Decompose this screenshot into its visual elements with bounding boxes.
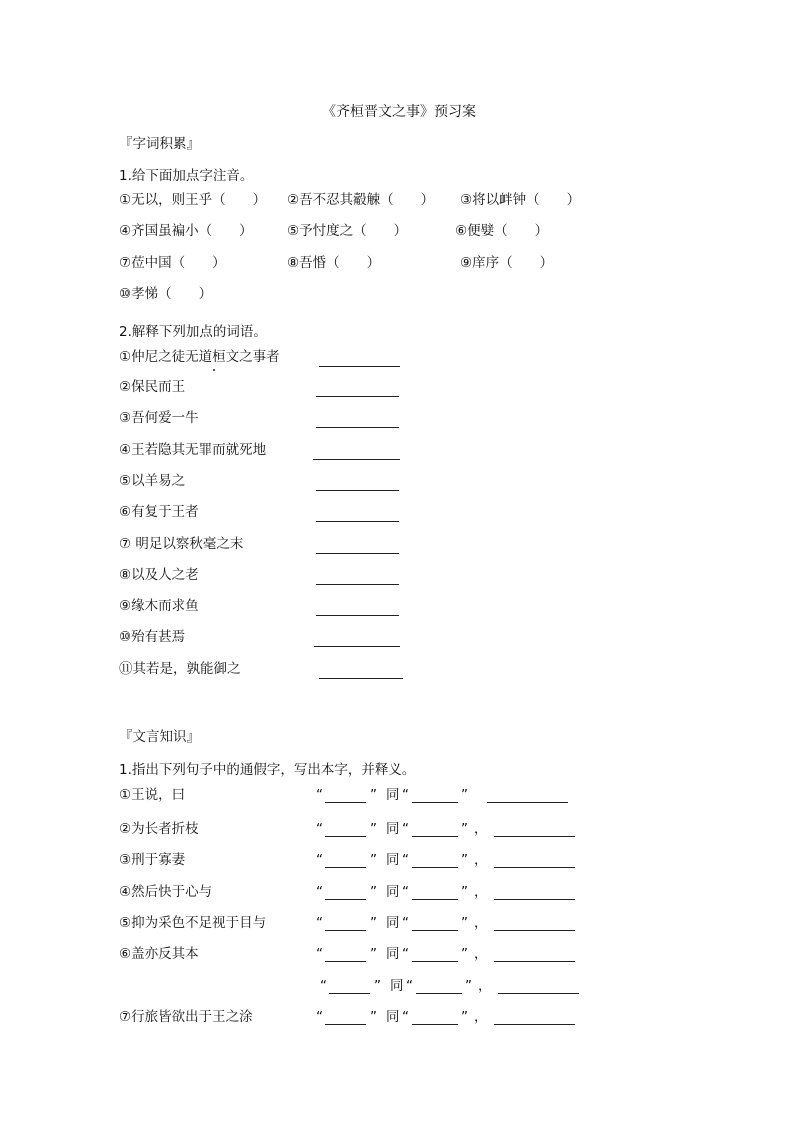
question-2-prompt: 2.解释下列加点的词语。	[119, 324, 267, 340]
open-quote: “	[406, 978, 413, 994]
tongjia-sentence: ④然后快于心与	[119, 884, 213, 900]
close-quote: ”	[461, 787, 468, 803]
tongjia-char-blank[interactable]	[325, 930, 366, 931]
open-quote: “	[402, 946, 409, 962]
pinyin-item: ②吾不忍其觳觫（ ）	[287, 192, 435, 208]
word-item: ⑥有复于王者	[119, 504, 199, 520]
meaning-blank[interactable]	[498, 993, 579, 994]
open-quote: “	[402, 1009, 409, 1025]
pinyin-item: ⑤予忖度之（ ）	[287, 223, 408, 239]
section-heading-vocabulary: 『字词积累』	[119, 136, 200, 152]
comma: ，	[474, 852, 488, 868]
question-tongjia-prompt: 1.指出下列句子中的通假字，写出本字，并释义。	[119, 762, 416, 778]
answer-blank[interactable]	[319, 366, 400, 367]
word-item: ⑪其若是，孰能御之	[119, 661, 241, 677]
question-1-prompt: 1.给下面加点字注音。	[119, 168, 254, 184]
tong-label: 同	[386, 852, 400, 868]
meaning-blank[interactable]	[487, 802, 568, 803]
open-quote: “	[402, 884, 409, 900]
tongjia-char-blank[interactable]	[325, 961, 366, 962]
pinyin-item: ④齐国虽褊小（ ）	[119, 223, 253, 239]
close-quote: ”	[461, 915, 468, 931]
tong-label: 同	[386, 787, 400, 803]
pinyin-item: ⑨庠序（ ）	[460, 255, 554, 271]
word-item: ⑦ 明足以察秋毫之末	[119, 536, 244, 552]
pinyin-item: ⑦莅中国（ ）	[119, 255, 226, 271]
open-quote: “	[320, 978, 327, 994]
close-quote: ”	[465, 978, 472, 994]
tong-label: 同	[386, 1009, 400, 1025]
close-quote: ”	[370, 852, 377, 868]
original-char-blank[interactable]	[412, 930, 458, 931]
word-item: ①仲尼之徒无道桓文之事者	[119, 349, 280, 365]
comma: ，	[474, 915, 488, 931]
original-char-blank[interactable]	[412, 1024, 458, 1025]
original-char-blank[interactable]	[412, 961, 458, 962]
answer-blank[interactable]	[316, 584, 399, 585]
original-char-blank[interactable]	[412, 867, 458, 868]
close-quote: ”	[461, 884, 468, 900]
close-quote: ”	[374, 978, 381, 994]
open-quote: “	[316, 1009, 323, 1025]
original-char-blank[interactable]	[416, 993, 462, 994]
answer-blank[interactable]	[314, 646, 400, 647]
answer-blank[interactable]	[316, 615, 399, 616]
open-quote: “	[316, 884, 323, 900]
pinyin-item: ⑥便嬖（ ）	[455, 223, 549, 239]
word-item: ⑨缘木而求鱼	[119, 598, 199, 614]
word-item: ⑩殆有甚焉	[119, 629, 186, 645]
close-quote: ”	[461, 852, 468, 868]
tong-label: 同	[390, 978, 404, 994]
meaning-blank[interactable]	[494, 867, 575, 868]
word-item: ④王若隐其无罪而就死地	[119, 442, 267, 458]
comma: ，	[474, 1009, 488, 1025]
tongjia-sentence: ⑤抑为采色不足视于目与	[119, 915, 267, 931]
tong-label: 同	[386, 884, 400, 900]
tongjia-char-blank[interactable]	[325, 836, 366, 837]
answer-blank[interactable]	[316, 521, 399, 522]
close-quote: ”	[370, 1009, 377, 1025]
open-quote: “	[316, 821, 323, 837]
open-quote: “	[402, 852, 409, 868]
word-item: ②保民而王	[119, 379, 186, 395]
close-quote: ”	[461, 1009, 468, 1025]
answer-blank[interactable]	[313, 459, 400, 460]
open-quote: “	[316, 787, 323, 803]
pinyin-item: ⑧吾惛（ ）	[287, 255, 381, 271]
original-char-blank[interactable]	[412, 836, 458, 837]
tongjia-sentence: ⑦行旅皆欲出于王之涂	[119, 1009, 253, 1025]
open-quote: “	[316, 946, 323, 962]
comma: ，	[478, 978, 492, 994]
tong-label: 同	[386, 946, 400, 962]
original-char-blank[interactable]	[412, 802, 458, 803]
close-quote: ”	[461, 946, 468, 962]
page-title: 《齐桓晋文之事》预习案	[322, 104, 476, 120]
pinyin-item: ⑩孝悌（ ）	[119, 286, 213, 302]
close-quote: ”	[370, 884, 377, 900]
comma: ，	[474, 946, 488, 962]
original-char-blank[interactable]	[412, 899, 458, 900]
open-quote: “	[316, 915, 323, 931]
answer-blank[interactable]	[316, 490, 399, 491]
close-quote: ”	[370, 821, 377, 837]
answer-blank[interactable]	[316, 427, 399, 428]
open-quote: “	[402, 787, 409, 803]
tongjia-sentence: ①王说，曰	[119, 787, 186, 803]
answer-blank[interactable]	[316, 396, 399, 397]
word-item: ⑤以羊易之	[119, 473, 186, 489]
open-quote: “	[316, 852, 323, 868]
answer-blank[interactable]	[316, 553, 399, 554]
close-quote: ”	[370, 787, 377, 803]
tongjia-sentence: ③刑于寡妻	[119, 852, 186, 868]
tongjia-sentence: ⑥盖亦反其本	[119, 946, 199, 962]
close-quote: ”	[370, 946, 377, 962]
tongjia-char-blank[interactable]	[325, 899, 366, 900]
pinyin-item: ③将以衅钟（ ）	[460, 192, 581, 208]
meaning-blank[interactable]	[494, 961, 575, 962]
tong-label: 同	[386, 915, 400, 931]
section-heading-classical: 『文言知识』	[119, 729, 200, 745]
tongjia-char-blank[interactable]	[325, 1024, 366, 1025]
tongjia-char-blank[interactable]	[329, 993, 370, 994]
tong-label: 同	[386, 821, 400, 837]
word-item: ③吾何爱一牛	[119, 410, 199, 426]
open-quote: “	[402, 915, 409, 931]
tongjia-char-blank[interactable]	[325, 867, 366, 868]
meaning-blank[interactable]	[494, 930, 575, 931]
pinyin-item: ①无以，则王乎（ ）	[119, 192, 267, 208]
meaning-blank[interactable]	[494, 836, 575, 837]
tongjia-char-blank[interactable]	[325, 802, 366, 803]
emphasis-dot	[213, 369, 215, 371]
open-quote: “	[402, 821, 409, 837]
close-quote: ”	[370, 915, 377, 931]
word-item: ⑧以及人之老	[119, 567, 199, 583]
comma: ，	[474, 884, 488, 900]
tongjia-sentence: ②为长者折枝	[119, 821, 199, 837]
meaning-blank[interactable]	[494, 1024, 575, 1025]
close-quote: ”	[461, 821, 468, 837]
meaning-blank[interactable]	[494, 899, 575, 900]
answer-blank[interactable]	[319, 678, 403, 679]
comma: ，	[474, 821, 488, 837]
